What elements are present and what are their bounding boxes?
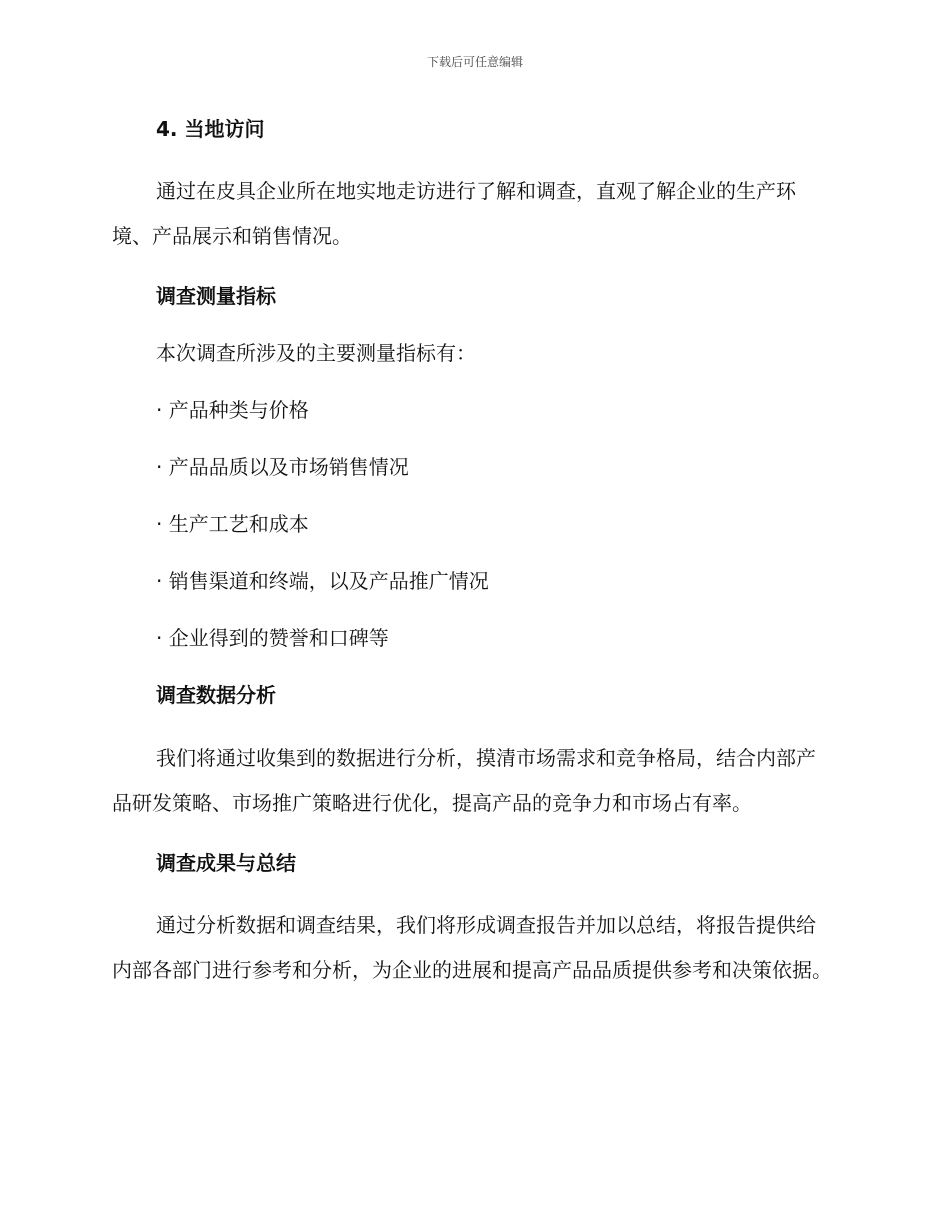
metrics-list-item: · 销售渠道和终端，以及产品推广情况: [156, 569, 489, 593]
section-heading-metrics: 调查测量指标: [156, 284, 276, 308]
spacer: [112, 146, 834, 169]
spacer: [112, 655, 834, 678]
section-heading-analysis: 调查数据分析: [156, 683, 276, 707]
metrics-list-item: · 生产工艺和成本: [156, 512, 309, 536]
metrics-list-item: · 企业得到的赞誉和口碑等: [156, 626, 389, 650]
spacer: [112, 712, 834, 736]
paragraph-results: 通过分析数据和调查结果，我们将形成调查报告并加以总结，将报告提供给内部各部门进行参考和分析，为企业的进展和提高产品品质提供参考和决策依据。: [112, 913, 832, 982]
document-body: [112, 112, 834, 993]
section-heading-results: 调查成果与总结: [156, 851, 296, 875]
spacer: [112, 880, 834, 903]
metrics-list-item: · 产品品质以及市场销售情况: [156, 455, 409, 479]
page-header-note: 下载后可任意编辑: [426, 55, 523, 69]
spacer: [112, 313, 834, 336]
spacer: [112, 370, 834, 393]
spacer: [112, 259, 834, 279]
section-heading-local-visit: 4. 当地访问: [156, 117, 265, 141]
paragraph-metrics-intro: 本次调查所涉及的主要测量指标有：: [156, 341, 476, 365]
spacer: [112, 826, 834, 846]
paragraph-analysis: 我们将通过收集到的数据进行分析，摸清市场需求和竞争格局，结合内部产品研发策略、市场推广策略进行优化，提高产品的竞争力和市场占有率。: [112, 746, 816, 815]
paragraph-local-visit: 通过在皮具企业所在地实地走访进行了解和调查，直观了解企业的生产环境、产品展示和销售情况。: [112, 179, 796, 248]
spacer: [112, 598, 834, 621]
spacer: [112, 541, 834, 564]
metrics-list-item: · 产品种类与价格: [156, 398, 309, 422]
spacer: [112, 427, 834, 450]
spacer: [112, 484, 834, 507]
